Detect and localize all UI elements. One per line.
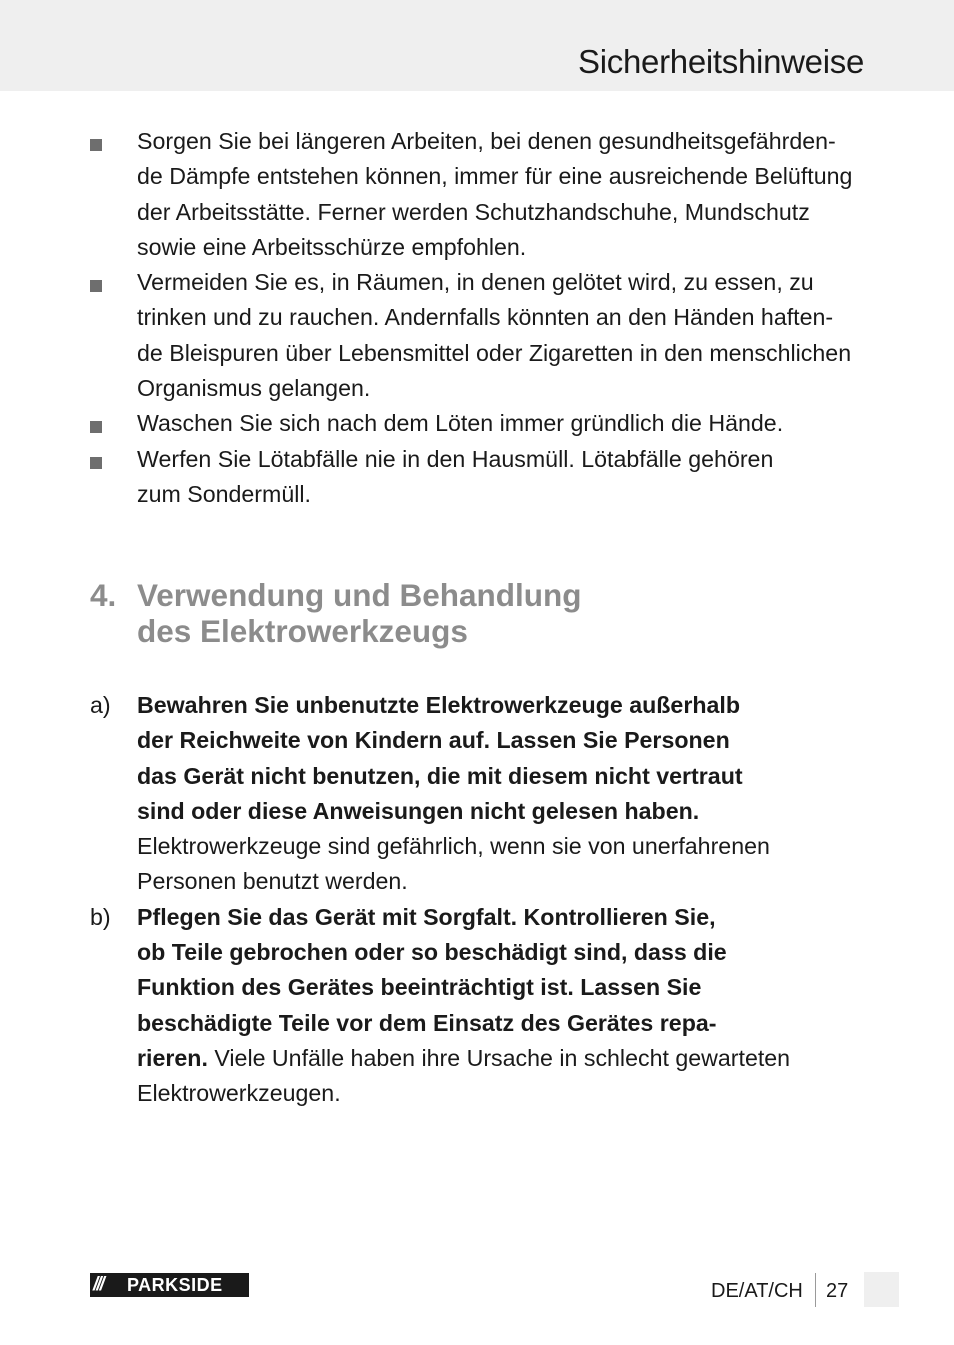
item-bold-text: der Reichweite von Kindern auf. Lassen Sie Personen [137, 727, 730, 754]
item-normal-text: Viele Unfälle haben ihre Ursache in schlecht gewarteten [214, 1044, 791, 1071]
bullet-line: sowie eine Arbeitsschürze empfohlen. [137, 233, 527, 260]
country-codes: DE/AT/CH [711, 1280, 803, 1302]
logo-slashes: /// [93, 1274, 103, 1295]
item-line [137, 688, 870, 723]
bullet-item [90, 442, 870, 513]
instruction-list [90, 688, 870, 1112]
item-bold-text: das Gerät nicht benutzen, die mit diesem nicht vertraut [137, 762, 743, 789]
square-bullet-icon [90, 457, 102, 469]
bullet-line: Werfen Sie Lötabfälle nie in den Hausmüll. Lötabfälle gehören [137, 445, 774, 472]
item-line: Elektrowerkzeugen. [137, 1080, 341, 1107]
section-number: 4. [90, 577, 117, 613]
safety-bullet-list [90, 124, 870, 512]
bullet-line: de Dämpfe entstehen können, immer für eine ausreichende Belüftung [137, 163, 853, 190]
item-bold-text: sind oder diese Anweisungen nicht gelesen haben. [137, 797, 700, 824]
bullet-line: der Arbeitsstätte. Ferner werden Schutzhandschuhe, Mundschutz [137, 198, 810, 225]
bullet-line: de Bleispuren über Lebensmittel oder Zigaretten in den menschlichen [137, 339, 852, 366]
section-title-line: Verwendung und Behandlung [137, 577, 582, 613]
item-bold-text: rieren. [137, 1044, 208, 1071]
item-bold-text: ob Teile gebrochen oder so beschädigt sind, dass die [137, 939, 727, 966]
bullet-line: Sorgen Sie bei längeren Arbeiten, bei denen gesundheitsgefährden- [137, 128, 836, 154]
item-line [137, 970, 870, 1005]
bullet-line: Organismus gelangen. [137, 375, 371, 402]
item-line [137, 794, 870, 829]
square-bullet-icon [90, 280, 102, 292]
instruction-item-b [90, 900, 870, 1112]
item-line [137, 723, 870, 758]
section-title [137, 577, 837, 649]
item-line [137, 935, 870, 970]
item-label: b) [90, 903, 111, 930]
section-title-line: des Elektrowerkzeugs [137, 613, 468, 649]
item-line: Elektrowerkzeuge sind gefährlich, wenn sie von unerfahrenen [137, 833, 770, 860]
bullet-item [90, 124, 870, 265]
bullet-line: trinken und zu rauchen. Andernfalls könnten an den Händen haften- [137, 304, 834, 331]
bullet-item [90, 406, 870, 441]
footer-tab-box [864, 1272, 899, 1307]
page-number: 27 [826, 1280, 849, 1302]
item-bold-text: beschädigte Teile vor dem Einsatz des Gerätes repa- [137, 1009, 717, 1036]
bullet-item [90, 265, 870, 406]
bullet-line: Waschen Sie sich nach dem Löten immer gründlich die Hände. [137, 410, 784, 437]
instruction-item-a [90, 688, 870, 900]
logo-brand-text: PARKSIDE [127, 1275, 223, 1295]
item-line: Personen benutzt werden. [137, 868, 408, 895]
parkside-logo [90, 1273, 249, 1297]
footer-divider [815, 1273, 816, 1307]
item-line [137, 900, 870, 935]
bullet-line: Vermeiden Sie es, in Räumen, in denen gelötet wird, zu essen, zu [137, 269, 814, 296]
square-bullet-icon [90, 139, 102, 151]
item-bold-text: Pflegen Sie das Gerät mit Sorgfalt. Kontrollieren Sie, [137, 903, 716, 930]
page-title: Sicherheitshinweise [578, 43, 864, 80]
bullet-line: zum Sondermüll. [137, 480, 311, 507]
item-bold-text: Funktion des Gerätes beeinträchtigt ist. Lassen Sie [137, 974, 702, 1001]
item-line [137, 1006, 870, 1041]
item-label: a) [90, 692, 111, 718]
item-line [137, 1041, 870, 1076]
square-bullet-icon [90, 421, 102, 433]
item-line [137, 759, 870, 794]
item-bold-text: Bewahren Sie unbenutzte Elektrowerkzeuge außerhalb [137, 692, 741, 718]
